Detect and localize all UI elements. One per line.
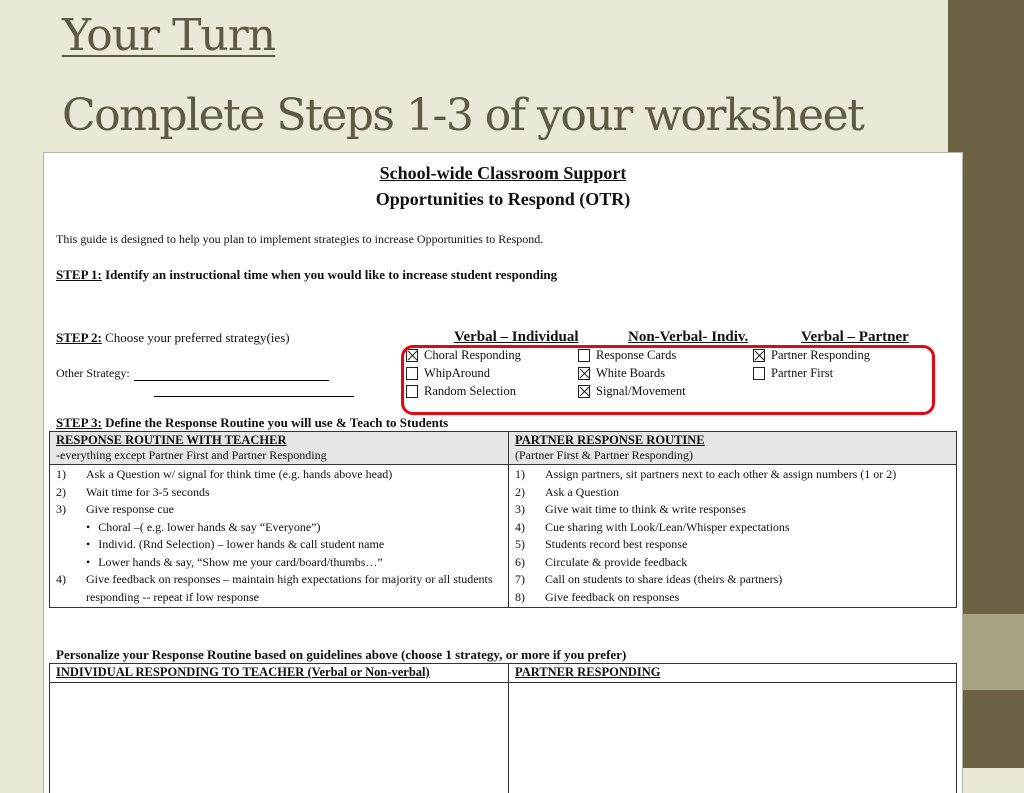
list-item: 4) Give feedback on responses – maintain high expectations for majority or all students responding -- repeat if low response <box>56 571 502 606</box>
other-strategy-line-2 <box>154 396 354 397</box>
step1-line: STEP 1: Identify an instructional time when you would like to increase student responding <box>56 267 557 283</box>
worksheet-subtitle: Opportunities to Respond (OTR) <box>44 189 962 210</box>
column-nonverbal-individual: Non-Verbal- Indiv. <box>628 329 748 346</box>
partner-routine-steps <box>509 465 957 608</box>
option-signal-movement: Signal/Movement <box>578 384 686 399</box>
personalize-table <box>49 663 957 793</box>
slide-subtitle: Complete Steps 1-3 of your worksheet <box>62 90 863 141</box>
partner-responding-area <box>509 683 957 793</box>
routine-table <box>49 431 957 608</box>
individual-responding-area <box>50 683 509 793</box>
other-strategy-line <box>134 368 329 381</box>
other-strategy: Other Strategy: <box>56 366 329 381</box>
individual-responding-header: INDIVIDUAL RESPONDING TO TEACHER (Verbal or Non-verbal) <box>50 664 509 683</box>
list-item: 5) Students record best response <box>515 536 950 554</box>
column-verbal-partner: Verbal – Partner <box>801 329 909 346</box>
option-response-cards: Response Cards <box>578 348 676 363</box>
partner-routine-header: PARTNER RESPONSE ROUTINE (Partner First & Partner Responding) <box>509 432 957 465</box>
bullet-item: • Choral –( e.g. lower hands & say “Everyone”) <box>56 519 502 537</box>
option-white-boards: White Boards <box>578 366 665 381</box>
list-item: 7) Call on students to share ideas (theirs & partners) <box>515 571 950 589</box>
list-item: 3) Give wait time to think & write responses <box>515 501 950 519</box>
worksheet-title: School-wide Classroom Support <box>44 163 962 184</box>
step3-line: STEP 3: Define the Response Routine you will use & Teach to Students <box>56 415 448 431</box>
teacher-routine-steps <box>50 465 509 608</box>
option-partner-first: Partner First <box>753 366 833 381</box>
option-whiparound: WhipAround <box>406 366 490 381</box>
option-random-selection: Random Selection <box>406 384 516 399</box>
worksheet-image <box>44 153 962 793</box>
list-item: 1) Assign partners, sit partners next to each other & assign numbers (1 or 2) <box>515 466 950 484</box>
personalize-heading: Personalize your Response Routine based on guidelines above (choose 1 strategy, or more if you prefer) <box>56 647 626 663</box>
slide-title: Your Turn <box>62 10 275 61</box>
option-partner-responding: Partner Responding <box>753 348 870 363</box>
column-verbal-individual: Verbal – Individual <box>454 329 579 346</box>
list-item: 2) Ask a Question <box>515 484 950 502</box>
list-item: 4) Cue sharing with Look/Lean/Whisper expectations <box>515 519 950 537</box>
red-highlight-outline <box>401 345 935 415</box>
list-item: 6) Circulate & provide feedback <box>515 554 950 572</box>
bullet-item: • Lower hands & say, “Show me your card/board/thumbs…” <box>56 554 502 572</box>
list-item: 3) Give response cue <box>56 501 502 519</box>
bullet-item: • Individ. (Rnd Selection) – lower hands & call student name <box>56 536 502 554</box>
partner-responding-header: PARTNER RESPONDING <box>509 664 957 683</box>
option-choral-responding: Choral Responding <box>406 348 521 363</box>
list-item: 8) Give feedback on responses <box>515 589 950 607</box>
step2-line: STEP 2: Choose your preferred strategy(ies) <box>56 330 290 346</box>
teacher-routine-header: RESPONSE ROUTINE WITH TEACHER -everything except Partner First and Partner Responding <box>50 432 509 465</box>
list-item: 1) Ask a Question w/ signal for think time (e.g. hands above head) <box>56 466 502 484</box>
worksheet-intro: This guide is designed to help you plan to implement strategies to increase Opportunities to Respond. <box>56 232 543 247</box>
list-item: 2) Wait time for 3-5 seconds <box>56 484 502 502</box>
